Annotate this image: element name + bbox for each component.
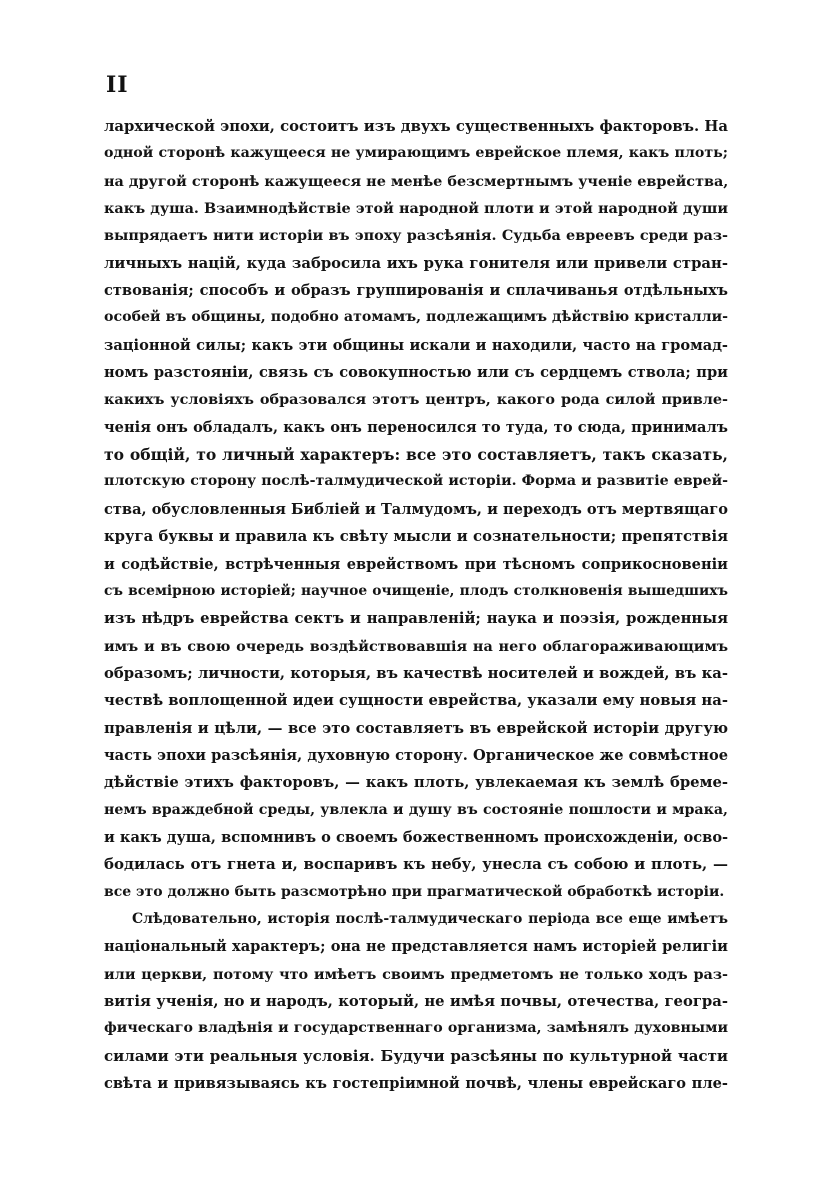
text-line: особей въ общины, подобно атомамъ, подлежащимъ дѣйствію кристалли- — [104, 309, 728, 326]
text-line: плотскую сторону послѣ-талмудической исторіи. Форма и развитіе еврей- — [104, 473, 728, 490]
text-line: ства, обусловленныя Библіей и Талмудомъ, и переходъ отъ мертвящаго — [104, 500, 728, 518]
text-line: свѣта и привязываясь къ гостепріимной почвѣ, члены еврейскаго пле- — [104, 1075, 728, 1093]
text-line: часть эпохи разсѣянія, духовную сторону. Органическое же совмѣстное — [104, 746, 728, 764]
text-line: на другой сторонѣ кажущееся не менѣе безсмертнымъ ученіе еврейства, — [104, 172, 728, 190]
text-line: и какъ душа, вспомнивъ о своемъ божественномъ происхожденіи, осво- — [104, 828, 728, 846]
text-line: какъ душа. Взаимнодѣйствіе этой народной плоти и этой народной души — [104, 200, 728, 218]
text-line: правленія и цѣли, — все это составляетъ въ еврейской исторіи другую — [104, 719, 728, 737]
text-line: номъ разстояніи, связь съ совокупностью или съ сердцемъ ствола; при — [104, 364, 728, 382]
text-line: ствованія; способъ и образъ группированія и сплачиванья отдѣльныхъ — [104, 282, 728, 300]
paragraph-start-line: Слѣдовательно, исторія послѣ-талмудическаго періода все еще имѣетъ — [132, 910, 728, 927]
text-line: чествѣ воплощенной идеи сущности еврейства, указали ему новыя на- — [104, 692, 728, 710]
text-line: изъ нѣдръ еврейства сектъ и направленій; наука и поэзія, рожденныя — [104, 610, 728, 628]
text-line: съ всемірною исторіей; научное очищеніе, плодъ столкновенія вышедшихъ — [104, 582, 728, 599]
text-line: круга буквы и правила къ свѣту мысли и сознательности; препятствія — [104, 528, 728, 546]
text-line: и содѣйствіе, встрѣченныя еврействомъ при тѣсномъ соприкосновеніи — [104, 555, 728, 573]
text-line: то общій, то личный характеръ: все это составляетъ, такъ сказать, — [104, 445, 728, 465]
text-line: фическаго владѣнія и государственнаго организма, замѣнялъ духовными — [104, 1020, 728, 1037]
text-line: выпрядаетъ нити исторіи въ эпоху разсѣянія. Судьба евреевъ среди раз- — [104, 227, 728, 245]
text-line: силами эти реальныя условія. Будучи разсѣяны по культурной части — [104, 1046, 728, 1065]
text-line: одной сторонѣ кажущееся не умирающимъ еврейское племя, какъ плоть; — [104, 145, 728, 162]
text-line: дѣйствіе этихъ факторовъ, — какъ плоть, увлекаемая къ землѣ бреме- — [104, 774, 728, 792]
text-line: немъ враждебной среды, увлекла и душу въ состояніе пошлости и мрака, — [104, 801, 728, 818]
text-line: какихъ условіяхъ образовался этотъ центръ, какого рода силой привле- — [104, 391, 728, 409]
paragraph-end-line: все это должно быть разсмотрѣно при прагматической обработкѣ исторіи. — [104, 883, 725, 900]
text-line: заціонной силы; какъ эти общины искали и находили, часто на громад- — [104, 336, 728, 354]
text-line: или церкви, потому что имѣетъ своимъ предметомъ не только ходъ раз- — [104, 965, 728, 983]
text-line: личныхъ націй, куда забросила ихъ рука гонителя или привели стран- — [104, 254, 728, 272]
text-line: ченія онъ обладалъ, какъ онъ переносился то туда, то сюда, принималъ — [104, 418, 728, 436]
text-line: лархической эпохи, состоитъ изъ двухъ существенныхъ факторовъ. На — [104, 118, 728, 135]
page-number: II — [106, 72, 129, 98]
text-line: бодилась отъ гнета и, воспаривъ къ небу, унесла съ собою и плоть, — — [104, 855, 728, 874]
body-text — [104, 113, 728, 1097]
text-line: имъ и въ свою очередь воздѣйствовавшія на него облагораживающимъ — [104, 637, 728, 655]
text-line: витія ученія, но и народъ, который, не имѣя почвы, отечества, геогра- — [104, 993, 728, 1010]
text-line: образомъ; личности, которыя, въ качествѣ носителей и вождей, въ ка- — [104, 664, 728, 682]
text-line: національный характеръ; она не представляется намъ исторіей религіи — [104, 938, 728, 956]
